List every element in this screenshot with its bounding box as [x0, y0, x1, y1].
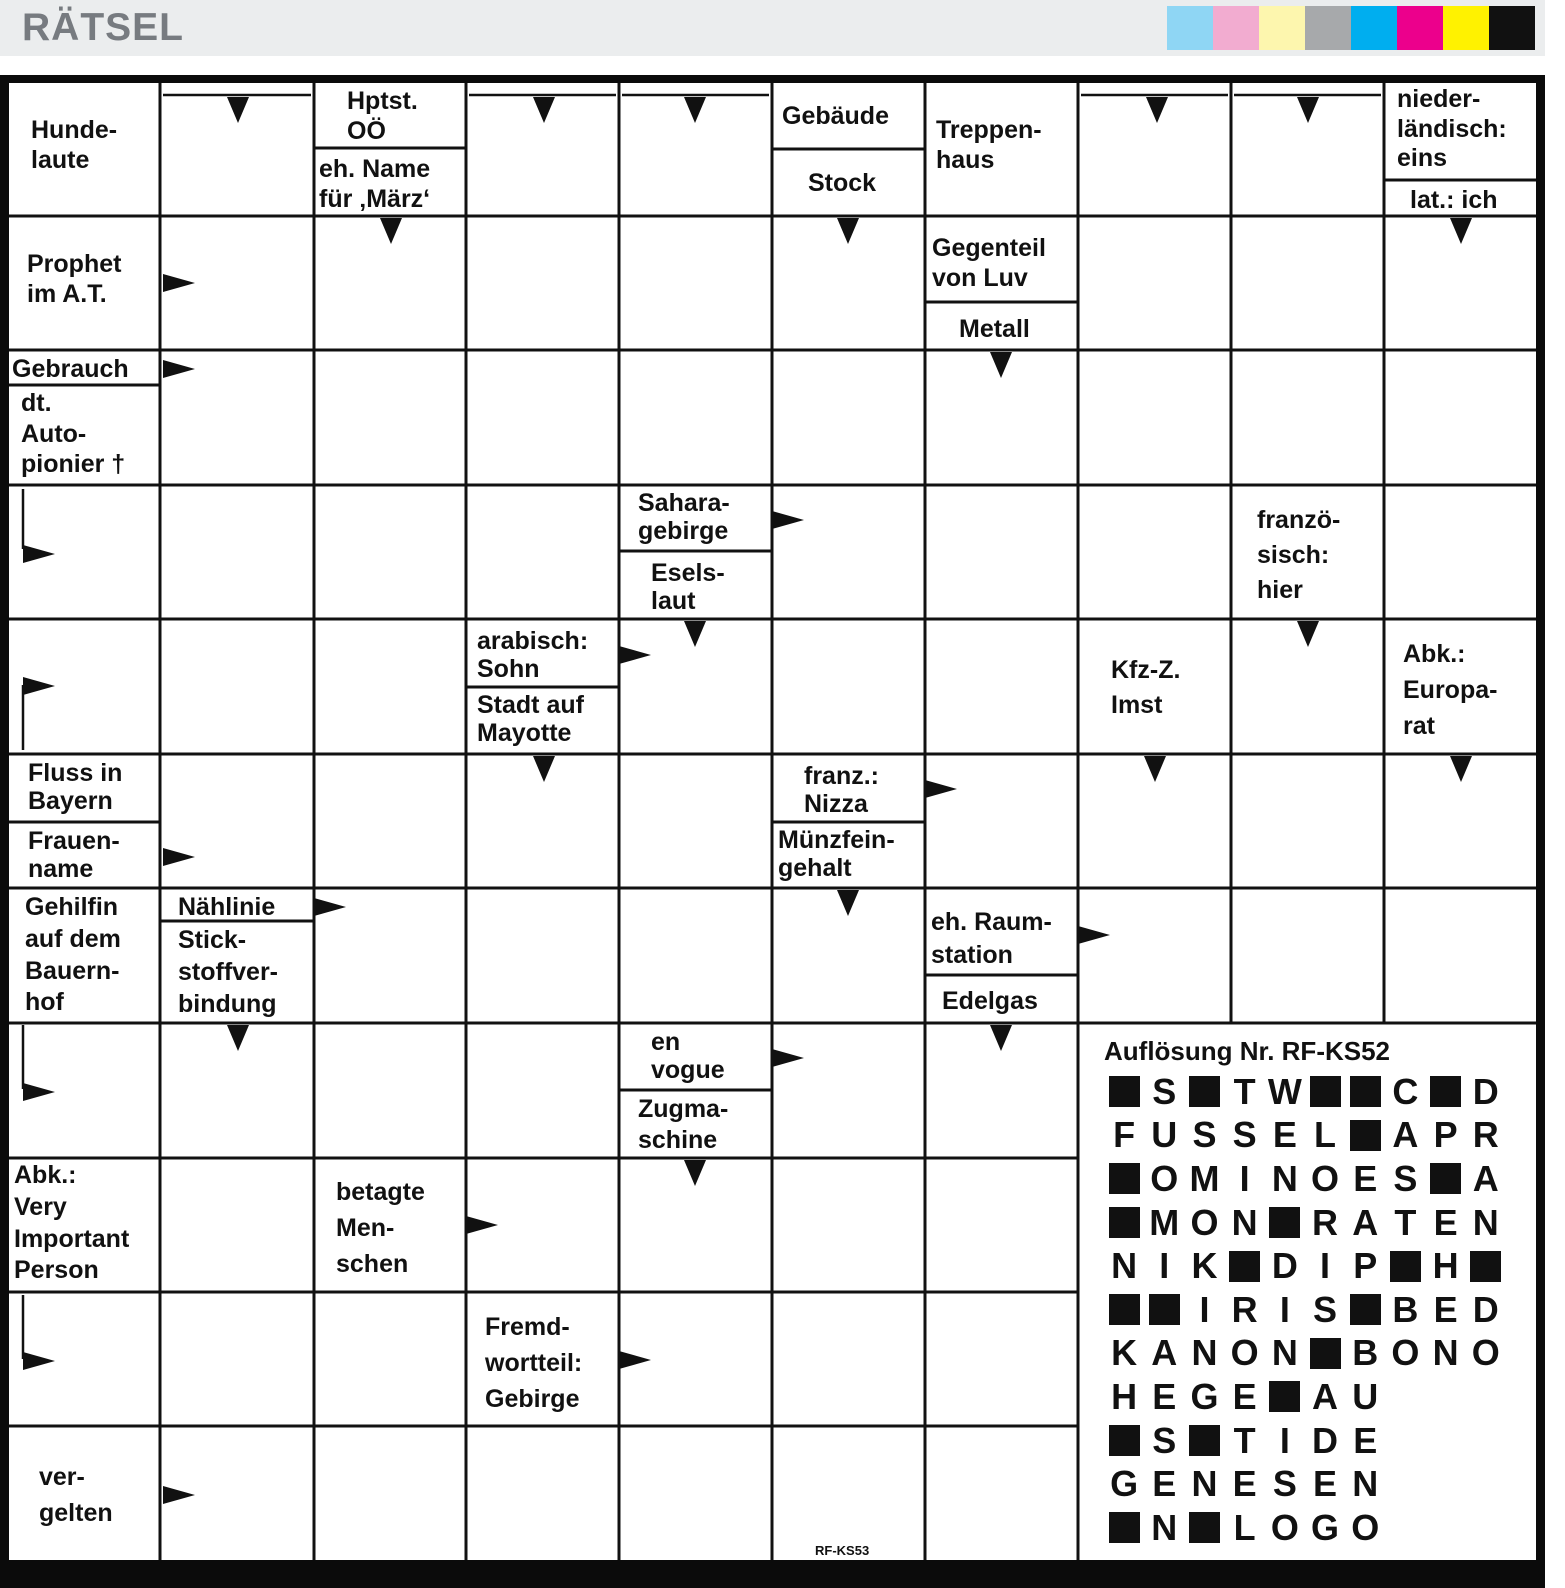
clue-label: Münzfein- gehalt — [778, 826, 895, 882]
clue-label: eh. Raum- station — [931, 908, 1052, 970]
clue-label: Stadt auf Mayotte — [477, 691, 584, 747]
solution-letter: R — [1231, 1288, 1258, 1330]
solution-row — [1104, 1157, 1524, 1201]
solution-letter: F — [1113, 1114, 1136, 1156]
solution-letter: E — [1313, 1463, 1338, 1505]
solution-row — [1104, 1375, 1524, 1419]
solution-letter: A — [1352, 1201, 1379, 1243]
down-arrow-icon — [227, 1025, 249, 1051]
solution-letter: S — [1272, 1463, 1297, 1505]
down-arrow-icon — [227, 97, 249, 123]
solution-black-square — [1265, 1377, 1305, 1417]
solution-letter: K — [1191, 1245, 1218, 1287]
right-arrow-icon — [619, 1351, 651, 1369]
right-arrow-icon — [1078, 926, 1110, 944]
solution-letter: G — [1311, 1506, 1340, 1548]
down-arrow-icon — [1297, 97, 1319, 123]
down-arrow-icon — [533, 97, 555, 123]
page-header — [0, 0, 1545, 56]
clue-label: Treppen- haus — [936, 116, 1042, 174]
clue-label: Frauen- name — [28, 827, 120, 883]
solution-letter: N — [1231, 1201, 1258, 1243]
solution-letter: D — [1472, 1288, 1499, 1330]
solution-letter: E — [1232, 1463, 1257, 1505]
solution-letter: E — [1272, 1114, 1297, 1156]
solution-row — [1104, 1244, 1524, 1288]
solution-black-square — [1104, 1203, 1144, 1243]
solution-letter: S — [1152, 1419, 1177, 1461]
clue-label: Zugma- schine — [638, 1095, 729, 1154]
right-arrow-icon — [314, 898, 346, 916]
solution-letter: D — [1312, 1419, 1339, 1461]
solution-letter: N — [1271, 1157, 1298, 1199]
solution-letter: O — [1230, 1332, 1259, 1374]
right-arrow-icon — [466, 1216, 498, 1234]
solution-black-square — [1104, 1421, 1144, 1461]
solution-letter: N — [1472, 1201, 1499, 1243]
color-swatch — [1397, 6, 1443, 50]
color-swatch — [1305, 6, 1351, 50]
clue-label: Prophet im A.T. — [27, 250, 122, 308]
down-arrow-icon — [684, 1160, 706, 1186]
down-arrow-icon — [684, 97, 706, 123]
clue-label: Hptst. OÖ — [347, 87, 418, 145]
solution-row — [1104, 1114, 1524, 1158]
clue-label: Abk.: Very Important Person — [14, 1161, 130, 1285]
clue-label: eh. Name für ‚März‘ — [319, 155, 431, 213]
down-arrow-icon — [533, 756, 555, 782]
solution-letter: T — [1233, 1070, 1256, 1112]
solution-letter: I — [1279, 1419, 1290, 1461]
solution-letter: N — [1151, 1506, 1178, 1548]
solution-letter: M — [1149, 1201, 1180, 1243]
solution-letter: A — [1472, 1157, 1499, 1199]
solution-letter: L — [1233, 1506, 1256, 1548]
down-arrow-icon — [990, 1025, 1012, 1051]
solution-letter: O — [1150, 1157, 1179, 1199]
solution-letter: O — [1270, 1506, 1299, 1548]
clue-label: Abk.: Europa- rat — [1403, 640, 1498, 740]
clue-label: dt. Auto- pionier † — [21, 389, 126, 478]
solution-black-square — [1104, 1290, 1144, 1330]
solution-letter: H — [1432, 1245, 1459, 1287]
right-arrow-icon — [23, 545, 55, 563]
solution-letter: O — [1351, 1506, 1380, 1548]
solution-letter: P — [1433, 1114, 1458, 1156]
solution-letter: N — [1271, 1332, 1298, 1374]
solution-letter: S — [1192, 1114, 1217, 1156]
solution-black-square — [1345, 1072, 1385, 1112]
solution-row — [1104, 1288, 1524, 1332]
solution-letter: S — [1393, 1157, 1418, 1199]
solution-black-square — [1426, 1072, 1466, 1112]
solution-letter: E — [1353, 1157, 1378, 1199]
clue-label: Esels- laut — [651, 559, 725, 615]
solution-letter: I — [1239, 1157, 1250, 1199]
solution-letter: A — [1392, 1114, 1419, 1156]
solution-row — [1104, 1462, 1524, 1506]
clue-label: en vogue — [651, 1028, 725, 1084]
solution-letter: U — [1352, 1375, 1379, 1417]
solution-black-square — [1466, 1246, 1506, 1286]
solution-letter: W — [1267, 1070, 1302, 1112]
solution-black-square — [1426, 1159, 1466, 1199]
solution-black-square — [1345, 1115, 1385, 1155]
solution-letter: N — [1111, 1245, 1138, 1287]
solution-black-square — [1345, 1290, 1385, 1330]
right-arrow-icon — [772, 511, 804, 529]
solution-row — [1104, 1332, 1524, 1376]
clue-label: nieder- ländisch: eins — [1397, 85, 1507, 172]
solution-black-square — [1184, 1508, 1224, 1548]
clue-label: arabisch: Sohn — [477, 627, 589, 683]
right-arrow-icon — [163, 360, 195, 378]
solution-letter: R — [1472, 1114, 1499, 1156]
clue-label: Metall — [959, 315, 1030, 343]
solution-letter: I — [1199, 1288, 1210, 1330]
clue-label: Gebrauch — [12, 355, 129, 383]
solution-letter: N — [1191, 1463, 1218, 1505]
clue-label: Gehilfin auf dem Bauern- hof — [25, 893, 121, 1017]
solution-panel — [1104, 1036, 1524, 1550]
solution-title: Auflösung Nr. RF-KS52 — [1104, 1036, 1391, 1066]
clue-label: Nählinie — [178, 893, 276, 921]
down-arrow-icon — [1297, 621, 1319, 647]
clue-label: franz.: Nizza — [804, 762, 879, 818]
solution-letter: C — [1392, 1070, 1419, 1112]
clue-label: Stock — [808, 169, 877, 197]
right-arrow-icon — [163, 848, 195, 866]
color-swatch — [1351, 6, 1397, 50]
solution-black-square — [1184, 1421, 1224, 1461]
solution-letter: P — [1353, 1245, 1378, 1287]
solution-black-square — [1184, 1072, 1224, 1112]
down-arrow-icon — [990, 352, 1012, 378]
solution-black-square — [1225, 1246, 1265, 1286]
solution-letter: M — [1189, 1157, 1220, 1199]
right-arrow-icon — [163, 274, 195, 292]
solution-letter: U — [1151, 1114, 1178, 1156]
right-arrow-icon — [619, 646, 651, 664]
solution-letter: G — [1190, 1375, 1219, 1417]
solution-letter: E — [1433, 1288, 1458, 1330]
solution-row — [1104, 1201, 1524, 1245]
right-arrow-icon — [23, 1352, 55, 1370]
right-arrow-icon — [772, 1049, 804, 1067]
solution-letter: I — [1159, 1245, 1170, 1287]
down-arrow-icon — [1144, 756, 1166, 782]
solution-letter: O — [1471, 1332, 1500, 1374]
clue-label: Stick- stoffver- bindung — [178, 926, 279, 1018]
clue-label: Kfz-Z. Imst — [1111, 656, 1181, 719]
solution-row — [1104, 1506, 1524, 1550]
solution-black-square — [1104, 1159, 1144, 1199]
clue-label: Gebäude — [782, 102, 889, 130]
solution-letter: D — [1271, 1245, 1298, 1287]
solution-letter: N — [1352, 1463, 1379, 1505]
color-swatch — [1213, 6, 1259, 50]
clue-label: Fluss in Bayern — [28, 759, 123, 815]
down-arrow-icon — [1450, 218, 1472, 244]
down-arrow-icon — [1450, 756, 1472, 782]
solution-row — [1104, 1419, 1524, 1463]
puzzle-code: RF-KS53 — [815, 1543, 870, 1558]
solution-letter: T — [1233, 1419, 1256, 1461]
solution-letter: O — [1311, 1157, 1340, 1199]
solution-letter: N — [1191, 1332, 1218, 1374]
solution-letter: B — [1352, 1332, 1379, 1374]
solution-letter: E — [1353, 1419, 1378, 1461]
right-arrow-icon — [925, 780, 957, 798]
solution-grid — [1104, 1070, 1524, 1550]
solution-letter: E — [1232, 1375, 1257, 1417]
solution-letter: D — [1472, 1070, 1499, 1112]
clue-label: lat.: ich — [1410, 186, 1498, 214]
right-arrow-icon — [23, 1083, 55, 1101]
down-arrow-icon — [837, 218, 859, 244]
solution-letter: E — [1152, 1375, 1177, 1417]
solution-black-square — [1104, 1072, 1144, 1112]
solution-letter: A — [1312, 1375, 1339, 1417]
color-calibration-bar — [1167, 6, 1535, 50]
clue-label: betagte Men- schen — [336, 1178, 425, 1278]
solution-black-square — [1144, 1290, 1184, 1330]
color-swatch — [1167, 6, 1213, 50]
solution-letter: N — [1432, 1332, 1459, 1374]
clue-label: Sahara- gebirge — [638, 489, 730, 545]
solution-black-square — [1305, 1333, 1345, 1373]
down-arrow-icon — [380, 218, 402, 244]
clue-label: Gegenteil von Luv — [932, 234, 1046, 292]
clue-label: Edelgas — [942, 987, 1038, 1015]
clue-label: ver- gelten — [39, 1463, 113, 1527]
solution-letter: A — [1151, 1332, 1178, 1374]
solution-letter: E — [1433, 1201, 1458, 1243]
down-arrow-icon — [837, 890, 859, 916]
solution-letter: I — [1320, 1245, 1331, 1287]
solution-letter: B — [1392, 1288, 1419, 1330]
solution-black-square — [1265, 1203, 1305, 1243]
solution-black-square — [1305, 1072, 1345, 1112]
down-arrow-icon — [684, 621, 706, 647]
solution-letter: S — [1232, 1114, 1257, 1156]
section-title: RÄTSEL — [22, 6, 184, 49]
solution-row — [1104, 1070, 1524, 1114]
solution-letter: H — [1111, 1375, 1138, 1417]
right-arrow-icon — [163, 1486, 195, 1504]
color-swatch — [1259, 6, 1305, 50]
color-swatch — [1443, 6, 1489, 50]
color-swatch — [1489, 6, 1535, 50]
solution-letter: I — [1279, 1288, 1290, 1330]
solution-letter: S — [1313, 1288, 1338, 1330]
clue-label: franzö- sisch: hier — [1257, 506, 1341, 604]
solution-letter: G — [1110, 1463, 1139, 1505]
solution-letter: L — [1314, 1114, 1337, 1156]
solution-letter: S — [1152, 1070, 1177, 1112]
solution-letter: E — [1152, 1463, 1177, 1505]
right-arrow-icon — [23, 677, 55, 695]
solution-letter: O — [1391, 1332, 1420, 1374]
clue-label: Hunde- laute — [31, 116, 118, 174]
solution-black-square — [1385, 1246, 1425, 1286]
down-arrow-icon — [1146, 97, 1168, 123]
solution-letter: K — [1111, 1332, 1138, 1374]
solution-letter: R — [1312, 1201, 1339, 1243]
solution-letter: O — [1190, 1201, 1219, 1243]
solution-letter: T — [1394, 1201, 1417, 1243]
clue-label: Fremd- wortteil: Gebirge — [485, 1313, 583, 1413]
solution-black-square — [1104, 1508, 1144, 1548]
